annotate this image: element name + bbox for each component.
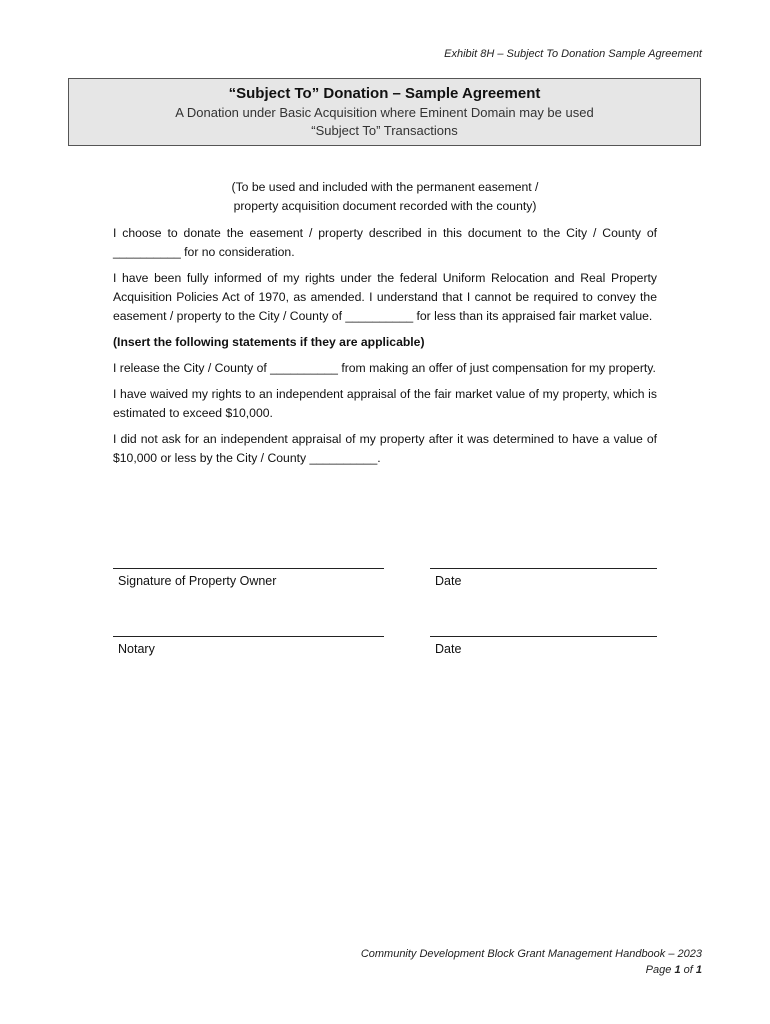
- intro-line-1: (To be used and included with the permanent easement /: [231, 180, 539, 194]
- owner-date-line: [430, 568, 657, 569]
- waiver-statement: I have waived my rights to an independent appraisal of the fair market value of my property, which is estimated to exceed $10,000.: [113, 387, 657, 420]
- notary-signature-line: [113, 636, 384, 637]
- page-indicator: [361, 962, 702, 978]
- exhibit-label: Exhibit 8H – Subject To Donation Sample Agreement: [444, 48, 702, 60]
- notary-date-label: Date: [435, 642, 462, 656]
- notary-date-line: [430, 636, 657, 637]
- handbook-title: Community Development Block Grant Management Handbook – 2023: [360, 948, 702, 960]
- owner-signature-label: Signature of Property Owner: [118, 574, 277, 588]
- page-prefix: Page: [645, 964, 672, 976]
- owner-date-label: Date: [435, 574, 462, 588]
- page-total: 1: [695, 964, 702, 976]
- donation-statement: I choose to donate the easement / property described in this document to the City / County of __________ for no consideration.: [113, 226, 657, 259]
- insert-heading: (Insert the following statements if they are applicable): [113, 335, 425, 349]
- page-number: 1: [674, 964, 681, 976]
- page-of: of: [683, 964, 693, 976]
- no-appraisal-statement: I did not ask for an independent appraisal of my property after it was determined to have a value of $10,000 or less by the City / County __________.: [113, 432, 657, 465]
- rights-statement: I have been fully informed of my rights under the federal Uniform Relocation and Real Property Acquisition Policies Act of 1970, as amended. I understand that I cannot be required to convey the easement / property to the City / County of __________ for less than its appraised fair market value.: [113, 271, 657, 323]
- notary-label: Notary: [118, 642, 155, 656]
- page-footer: [361, 946, 702, 978]
- intro-line-2: property acquisition document recorded with the county): [233, 199, 537, 213]
- owner-signature-line: [113, 568, 384, 569]
- document-subtitle: A Donation under Basic Acquisition where Eminent Domain may be used: [175, 105, 594, 120]
- agreement-body: [113, 178, 657, 475]
- document-title: “Subject To” Donation – Sample Agreement: [228, 85, 541, 102]
- intro-note: [113, 178, 657, 216]
- title-box: [68, 78, 701, 146]
- release-statement: I release the City / County of __________ from making an offer of just compensation for my property.: [113, 361, 656, 375]
- document-subtitle-2: “Subject To” Transactions: [311, 123, 458, 138]
